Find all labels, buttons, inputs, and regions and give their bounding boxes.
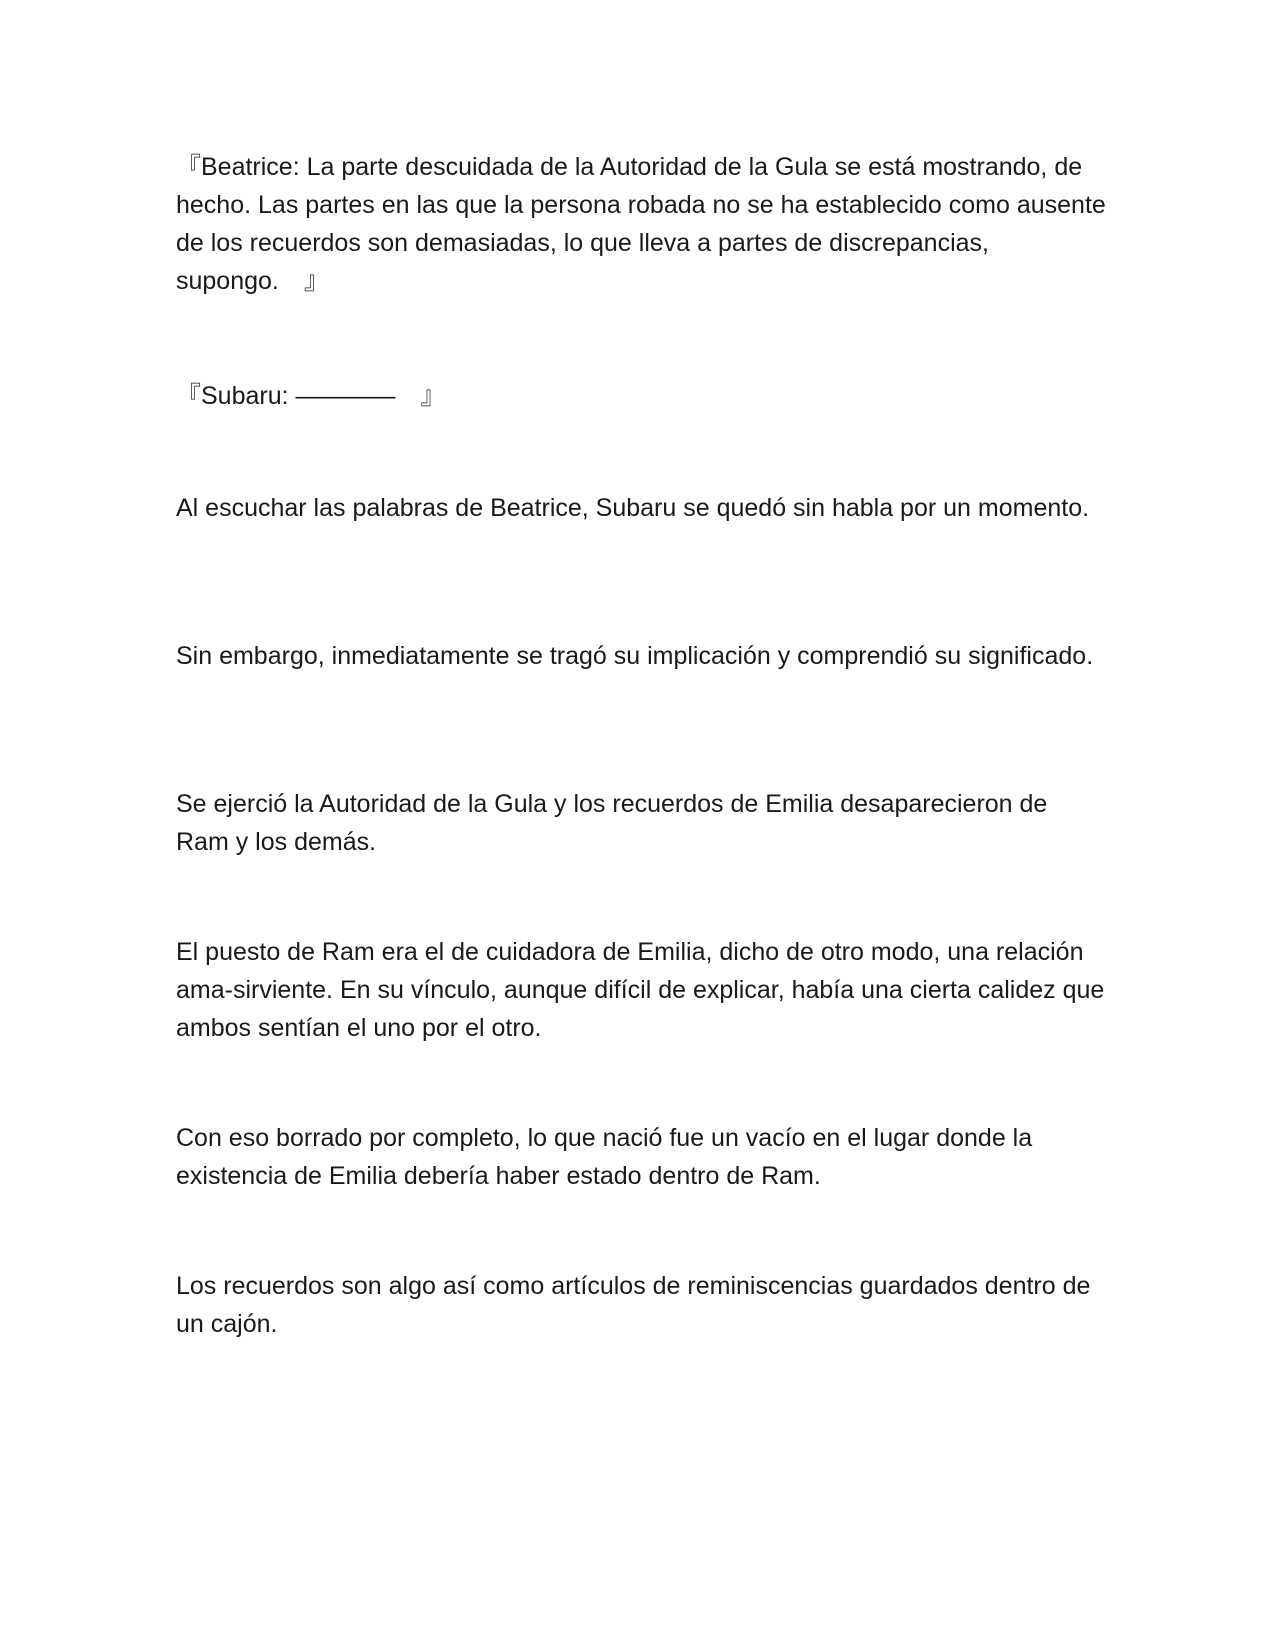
paragraph-narration-2: Sin embargo, inmediatamente se tragó su implicación y comprendió su significado. <box>176 642 1094 670</box>
paragraph-beatrice-dialogue: 『Beatrice: La parte descuidada de la Autoridad de la Gula se está mostrando, de hecho. Las partes en las que la persona robada no se ha establecido como ausente de los recuerdos son demasiadas, lo que lleva a partes de discrepancias, supongo. 』 <box>176 153 1106 295</box>
paragraph-narration-1: Al escuchar las palabras de Beatrice, Subaru se quedó sin habla por un momento. <box>176 494 1090 522</box>
paragraph-narration-6: Los recuerdos son algo así como artículos de reminiscencias guardados dentro de un cajón. <box>176 1272 1091 1338</box>
paragraph-narration-3: Se ejerció la Autoridad de la Gula y los recuerdos de Emilia desaparecieron de Ram y los demás. <box>176 790 1048 856</box>
paragraph-subaru-dialogue: 『Subaru: ———— 』 <box>176 382 446 410</box>
paragraph-narration-4: El puesto de Ram era el de cuidadora de Emilia, dicho de otro modo, una relación ama-sirviente. En su vínculo, aunque difícil de explicar, había una cierta calidez que ambos sentían el uno por el otro. <box>176 938 1105 1042</box>
paragraph-narration-5: Con eso borrado por completo, lo que nació fue un vacío en el lugar donde la existencia de Emilia debería haber estado dentro de Ram. <box>176 1124 1033 1190</box>
